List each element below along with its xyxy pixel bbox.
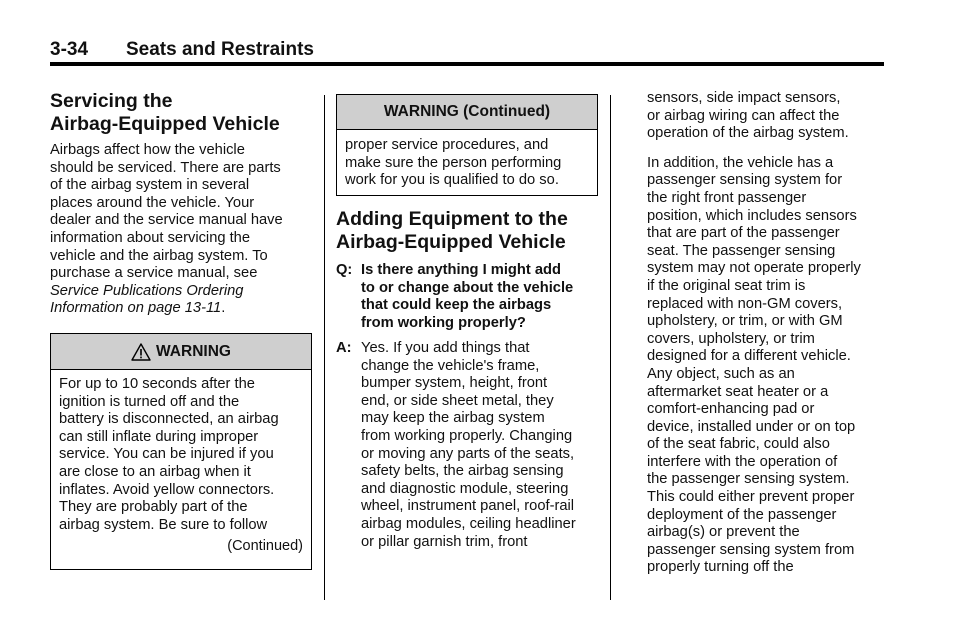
- warning-text: [337, 130, 597, 195]
- text-line: replaced with non-GM covers,: [647, 295, 843, 312]
- text-line: In addition, the vehicle has a: [647, 154, 834, 171]
- text-line: vehicle and the airbag system. To: [50, 247, 268, 264]
- warning-triangle-icon: [131, 343, 151, 361]
- text-line: inflates. Avoid yellow connectors.: [59, 481, 275, 498]
- text-line: of the seat fabric, could also: [647, 436, 830, 453]
- text-line: aftermarket seat heater or a: [647, 383, 829, 400]
- text-line: of the airbag system in several: [50, 177, 250, 194]
- continued-label: (Continued): [227, 538, 303, 555]
- heading-line: Servicing the: [50, 90, 173, 112]
- text-line: that could keep the airbags: [361, 297, 552, 314]
- text-line: purchase a service manual, see: [50, 265, 258, 282]
- answer-label: A:: [336, 340, 352, 356]
- section-title: Seats and Restraints: [126, 39, 314, 60]
- answer-block: [336, 340, 598, 551]
- text-line: device, installed under or on top: [647, 418, 856, 435]
- column-1: [50, 90, 312, 318]
- warning-header: [337, 95, 597, 130]
- text-line: designed for a different vehicle.: [647, 348, 851, 365]
- warning-title: WARNING (Continued): [383, 103, 551, 120]
- text-line: information about servicing the: [50, 229, 251, 246]
- text-line: comfort-enhancing pad or: [647, 401, 815, 418]
- heading-line: Airbag-Equipped Vehicle: [50, 113, 280, 135]
- warning-text: [51, 370, 311, 560]
- text-line: position, which includes sensors: [647, 207, 857, 224]
- text-line: should be serviced. There are parts: [50, 159, 281, 176]
- text-line: passenger sensing system for: [647, 172, 843, 189]
- header-rule: [50, 62, 884, 66]
- text-line: deployment of the passenger: [647, 506, 837, 523]
- text-line: or pillar garnish trim, front: [361, 533, 528, 550]
- servicing-heading: [50, 90, 312, 136]
- page-header: [50, 39, 884, 61]
- column-divider-left: [324, 95, 325, 600]
- page-number: 3-34: [50, 39, 89, 60]
- text-line: They are probably part of the: [59, 499, 248, 516]
- text-line: the right front passenger: [647, 189, 807, 206]
- warning-header: [51, 334, 311, 370]
- text-line: airbag modules, ceiling headliner: [361, 515, 576, 532]
- text-line: the passenger sensing system.: [647, 471, 850, 488]
- text-line: end, or side sheet metal, they: [361, 392, 554, 409]
- text-line: safety belts, the airbag sensing: [361, 463, 564, 480]
- text-line: properly turning off the: [647, 559, 794, 576]
- text-line: or moving any parts of the seats,: [361, 445, 575, 462]
- text-line: airbag(s) or prevent the: [647, 524, 800, 541]
- question-label: Q:: [336, 262, 353, 278]
- text-line: that are part of the passenger: [647, 225, 840, 242]
- text-line: Airbags affect how the vehicle: [50, 142, 245, 158]
- column-divider-right: [610, 95, 611, 600]
- text-line: places around the vehicle. Your: [50, 194, 255, 211]
- text-line: Any object, such as an: [647, 365, 795, 382]
- text-line: change the vehicle's frame,: [361, 357, 540, 374]
- warning-continued-box: [336, 94, 598, 196]
- text-line: seat. The passenger sensing: [647, 242, 836, 259]
- sensors-paragraph: [647, 90, 892, 143]
- text-line: airbag system. Be sure to follow: [59, 516, 268, 533]
- passenger-sensing-paragraph: [647, 155, 892, 577]
- text-line: system may not operate properly: [647, 260, 861, 277]
- cross-reference-link[interactable]: Service Publications Ordering: [50, 282, 244, 299]
- text-line: ignition is turned off and the: [59, 393, 240, 410]
- text-line: and diagnostic module, steering: [361, 480, 569, 497]
- warning-title: WARNING: [156, 342, 231, 360]
- text-line: passenger sensing system from: [647, 541, 855, 558]
- text-line: proper service procedures, and: [345, 137, 549, 153]
- text-line: may keep the airbag system: [361, 410, 545, 427]
- text-line: wheel, instrument panel, roof-rail: [361, 498, 575, 515]
- text-line: make sure the person performing: [345, 154, 562, 171]
- text-line: dealer and the service manual have: [50, 212, 283, 229]
- text-line: from working properly. Changing: [361, 427, 573, 444]
- warning-box: [50, 333, 312, 570]
- text-line: work for you is qualified to do so.: [345, 172, 559, 189]
- text-line: are close to an airbag when it: [59, 463, 251, 480]
- question-block: [336, 262, 598, 332]
- text-line: Yes. If you add things that: [361, 340, 530, 356]
- text-line: from working properly?: [361, 314, 526, 331]
- text-line: interfere with the operation of: [647, 453, 838, 470]
- text-line: This could either prevent proper: [647, 489, 855, 506]
- text-line: if the original seat trim is: [647, 277, 806, 294]
- punctuation: .: [221, 300, 226, 317]
- text-line: bumper system, height, front: [361, 375, 548, 392]
- servicing-paragraph: [50, 142, 312, 318]
- heading-line: Adding Equipment to the: [336, 208, 568, 230]
- text-line: sensors, side impact sensors,: [647, 90, 841, 106]
- text-line: battery is disconnected, an airbag: [59, 411, 279, 428]
- text-line: upholstery, or trim, or with GM: [647, 313, 843, 330]
- text-line: service. You can be injured if you: [59, 446, 274, 463]
- text-line: operation of the airbag system.: [647, 125, 849, 142]
- text-line: can still inflate during improper: [59, 428, 259, 445]
- cross-reference-link[interactable]: Information on page 13-11: [50, 300, 222, 317]
- column-3: [647, 90, 892, 589]
- heading-line: Airbag-Equipped Vehicle: [336, 231, 566, 253]
- text-line: Is there anything I might add: [361, 262, 561, 278]
- adding-equipment-heading: [336, 208, 606, 254]
- text-line: For up to 10 seconds after the: [59, 376, 255, 392]
- text-line: to or change about the vehicle: [361, 279, 574, 296]
- text-line: or airbag wiring can affect the: [647, 107, 840, 124]
- text-line: covers, upholstery, or trim: [647, 330, 815, 347]
